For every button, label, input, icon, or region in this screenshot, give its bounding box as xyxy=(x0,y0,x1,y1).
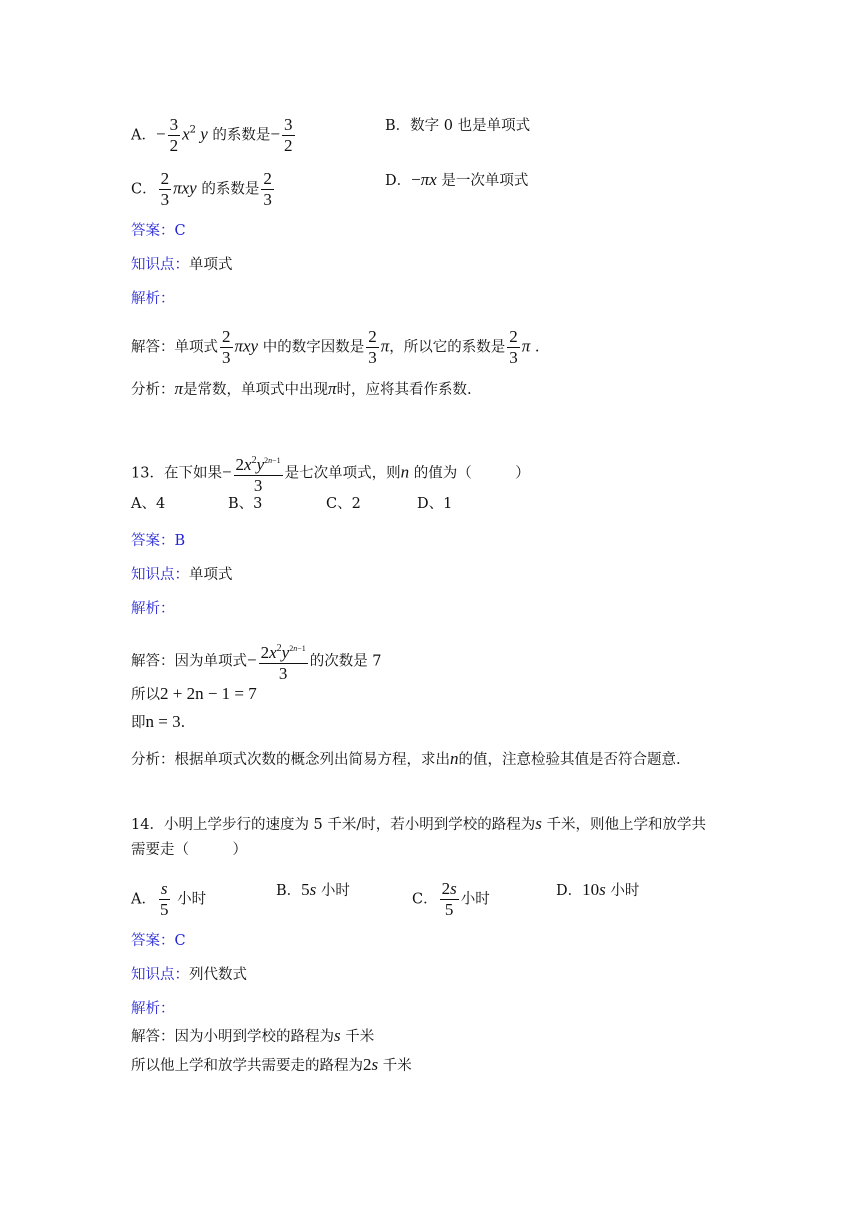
q12-fenxi: 分析：π是常数，单项式中出现π时，应将其看作系数. xyxy=(131,379,472,398)
fraction: $\frac{2}{3}$ xyxy=(263,169,272,209)
fraction: $\frac{2}{3}$ xyxy=(222,327,231,367)
q13-option-b: B、3 xyxy=(228,496,263,512)
fraction: $\frac{s}{5}$ xyxy=(159,879,169,919)
q14-solution-line1: 解答：因为小明到学校的路程为s 千米 xyxy=(131,1026,375,1045)
q12-solution: 解答：单项式 $\frac{2}{3}$ πxy 中的数字因数是 $\frac{2}{3}$ π，所以它的系数是 $\frac{2}{3}$ π . xyxy=(131,327,540,367)
q14-option-b: B．5s 小时 xyxy=(276,880,350,899)
fraction: $\frac{2}{3}$ xyxy=(509,327,518,367)
fraction: $\frac{2}{3}$ xyxy=(368,327,377,367)
q12-option-a: A．− $\frac{3}{2}$ $x^2$ y 的系数是− $\frac{3}{2}$ xyxy=(131,115,293,155)
q13-fenxi: 分析：根据单项式次数的概念列出简易方程，求出n的值，注意检验其值是否符合题意. xyxy=(131,749,681,768)
q12-answer: 答案：C xyxy=(131,223,186,239)
q14-analysis-label: 解析： xyxy=(131,1001,175,1017)
q13-option-c: C、2 xyxy=(326,496,361,512)
fraction: $\frac{2}{3}$ xyxy=(160,169,170,209)
fraction: $\frac{3}{2}$ xyxy=(284,115,293,155)
q12-knowledge: 知识点：单项式 xyxy=(131,257,233,273)
q14-stem-line1: 14．小明上学步行的速度为 5 千米/时，若小明到学校的路程为s 千米，则他上学和放学共 xyxy=(131,814,707,833)
q12-option-b: B．数字 0 也是单项式 xyxy=(385,118,531,134)
q13-solution: 解答：因为单项式− $\frac{2x^2y^{2n-1}}{3}$ 的次数是 7 xyxy=(131,640,382,683)
fraction: $\frac{2s}{5}$ xyxy=(441,879,457,919)
q13-stem: 13．在下如果− $\frac{2x^2y^{2n-1}}{3}$ 是七次单项式，则n 的值为（ ） xyxy=(131,452,530,495)
q13-knowledge: 知识点：单项式 xyxy=(131,567,233,583)
q13-answer: 答案：B xyxy=(131,533,186,549)
q14-knowledge: 知识点：列代数式 xyxy=(131,967,247,983)
q14-option-a: A． $\frac{s}{5}$ 小时 xyxy=(131,879,207,919)
q13-equation-2: 即n = 3. xyxy=(131,712,186,731)
q14-solution-line2: 所以他上学和放学共需要走的路程为2s 千米 xyxy=(131,1055,412,1074)
q14-answer: 答案：C xyxy=(131,933,186,949)
q14-stem-line2: 需要走（ ） xyxy=(131,842,247,858)
q12-option-d: D．−πx 是一次单项式 xyxy=(385,170,529,189)
q13-analysis-label: 解析： xyxy=(131,601,175,617)
q13-option-a: A、4 xyxy=(131,496,166,512)
q14-option-c: C． $\frac{2s}{5}$ 小时 xyxy=(412,879,490,919)
q14-option-d: D．10s 小时 xyxy=(556,880,640,899)
fraction: $\frac{2x^2y^{2n-1}}{3}$ xyxy=(259,640,308,683)
fraction: $\frac{2x^2y^{2n-1}}{3}$ xyxy=(234,452,283,495)
q13-equation-1: 所以2 + 2n − 1 = 7 xyxy=(131,684,257,703)
q12-analysis-label: 解析： xyxy=(131,291,175,307)
q13-option-d: D、1 xyxy=(417,496,453,512)
q12-option-c: C． $\frac{2}{3}$ πxy 的系数是 $\frac{2}{3}$ xyxy=(131,169,272,209)
fraction: $\frac{3}{2}$ xyxy=(169,115,179,155)
